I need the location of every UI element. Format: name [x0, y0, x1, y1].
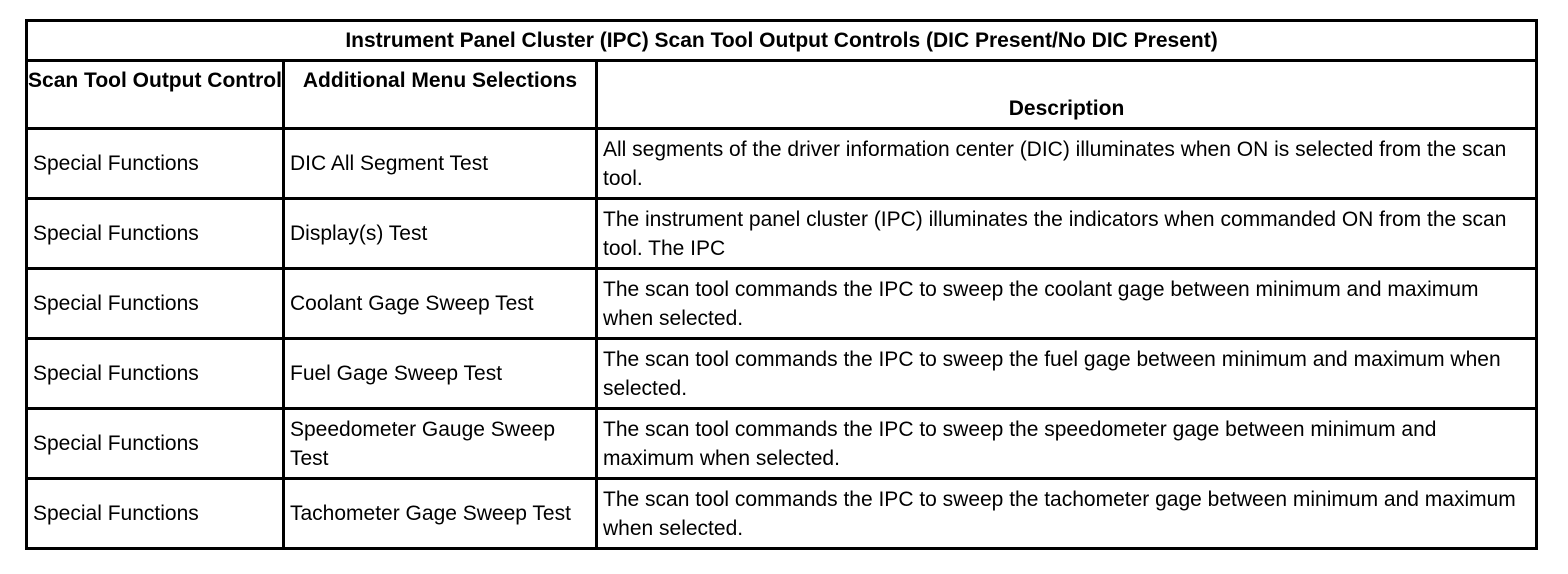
cell-menu-selection: Speedometer Gauge Sweep Test	[284, 409, 597, 479]
table-row	[27, 129, 1537, 199]
cell-description: The instrument panel cluster (IPC) illuminates the indicators when commanded ON from the scan tool. The IPC	[597, 199, 1537, 269]
table-row	[27, 479, 1537, 549]
cell-output-control: Special Functions	[27, 269, 284, 339]
cell-description: The scan tool commands the IPC to sweep the tachometer gage between minimum and maximum when selected.	[597, 479, 1537, 549]
cell-output-control: Special Functions	[27, 129, 284, 199]
header-output-control: Scan Tool Output Control	[27, 61, 284, 129]
ipc-output-controls-table	[25, 19, 1538, 550]
cell-output-control: Special Functions	[27, 339, 284, 409]
cell-output-control: Special Functions	[27, 409, 284, 479]
table-row	[27, 409, 1537, 479]
table-title-row	[27, 21, 1537, 61]
cell-menu-selection: Fuel Gage Sweep Test	[284, 339, 597, 409]
cell-description: All segments of the driver information center (DIC) illuminates when ON is selected from the scan tool.	[597, 129, 1537, 199]
cell-description: The scan tool commands the IPC to sweep the speedometer gage between minimum and maximum when selected.	[597, 409, 1537, 479]
cell-description: The scan tool commands the IPC to sweep the coolant gage between minimum and maximum when selected.	[597, 269, 1537, 339]
table-row	[27, 269, 1537, 339]
cell-menu-selection: DIC All Segment Test	[284, 129, 597, 199]
table-title: Instrument Panel Cluster (IPC) Scan Tool Output Controls (DIC Present/No DIC Present)	[27, 21, 1537, 61]
cell-output-control: Special Functions	[27, 199, 284, 269]
header-description: Description	[597, 61, 1537, 129]
table-row	[27, 199, 1537, 269]
table-header-row	[27, 61, 1537, 129]
cell-description: The scan tool commands the IPC to sweep the fuel gage between minimum and maximum when selected.	[597, 339, 1537, 409]
cell-menu-selection: Tachometer Gage Sweep Test	[284, 479, 597, 549]
cell-menu-selection: Display(s) Test	[284, 199, 597, 269]
header-additional-menu: Additional Menu Selections	[284, 61, 597, 129]
table-row	[27, 339, 1537, 409]
cell-menu-selection: Coolant Gage Sweep Test	[284, 269, 597, 339]
cell-output-control: Special Functions	[27, 479, 284, 549]
